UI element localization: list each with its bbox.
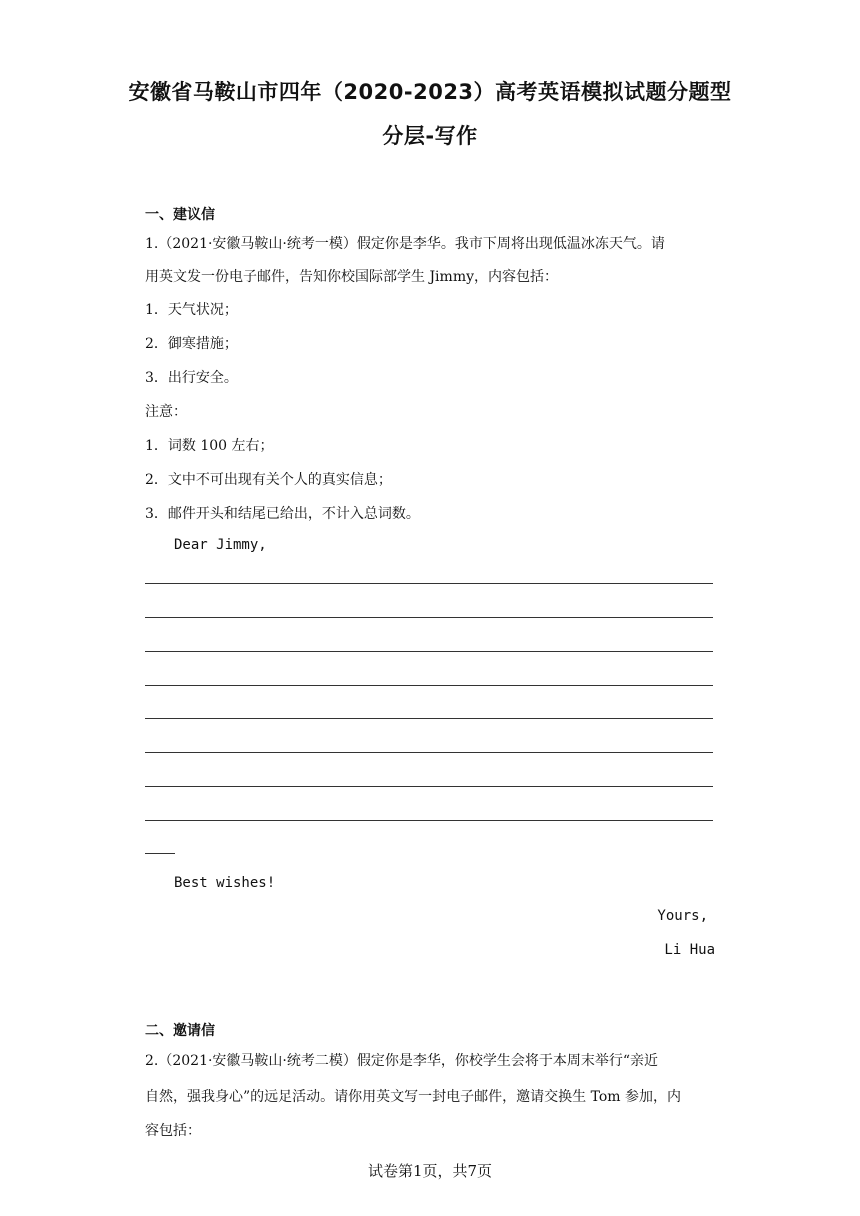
content-item-3: 3．出行安全。 bbox=[145, 370, 238, 386]
question-1-line2: 用英文发一份电子邮件，告知你校国际部学生 Jimmy，内容包括： bbox=[145, 269, 558, 285]
note-item-3: 3．邮件开头和结尾已给出，不计入总词数。 bbox=[145, 506, 420, 522]
document-title-line2: 分层-写作 bbox=[382, 124, 478, 148]
question-2-line1: 2.（2021·安徽马鞍山·统考二模）假定你是李华，你校学生会将于本周末举行“亲近 bbox=[145, 1053, 659, 1069]
answer-line bbox=[145, 820, 713, 821]
note-label: 注意： bbox=[145, 404, 187, 420]
answer-line bbox=[145, 617, 713, 618]
letter-signoff-name: Li Hua bbox=[664, 942, 715, 958]
content-item-1: 1．天气状况； bbox=[145, 302, 238, 318]
answer-line-end bbox=[145, 853, 175, 854]
note-item-1: 1．词数 100 左右； bbox=[145, 438, 274, 454]
question-2-line3: 容包括： bbox=[145, 1123, 201, 1139]
section-heading-invitation-letter: 二、邀请信 bbox=[145, 1023, 215, 1039]
content-item-2: 2．御寒措施； bbox=[145, 336, 238, 352]
answer-line bbox=[145, 651, 713, 652]
answer-line bbox=[145, 786, 713, 787]
note-item-2: 2．文中不可出现有关个人的真实信息； bbox=[145, 472, 392, 488]
question-1-line1: 1.（2021·安徽马鞍山·统考一模）假定你是李华。我市下周将出现低温冰冻天气。请 bbox=[145, 236, 665, 252]
document-title-line1: 安徽省马鞍山市四年（2020-2023）高考英语模拟试题分题型 bbox=[128, 80, 732, 104]
answer-line bbox=[145, 752, 713, 753]
answer-line bbox=[145, 718, 713, 719]
letter-greeting: Dear Jimmy, bbox=[174, 537, 267, 553]
section-heading-suggestion-letter: 一、建议信 bbox=[145, 207, 215, 223]
page-footer: 试卷第1页，共7页 bbox=[367, 1162, 493, 1180]
letter-closing: Best wishes! bbox=[174, 875, 276, 891]
answer-line bbox=[145, 583, 713, 584]
question-2-line2: 自然，强我身心”的远足活动。请你用英文写一封电子邮件，邀请交换生 Tom 参加，内 bbox=[145, 1089, 682, 1105]
answer-line bbox=[145, 685, 713, 686]
letter-signoff-yours: Yours, bbox=[657, 908, 708, 924]
